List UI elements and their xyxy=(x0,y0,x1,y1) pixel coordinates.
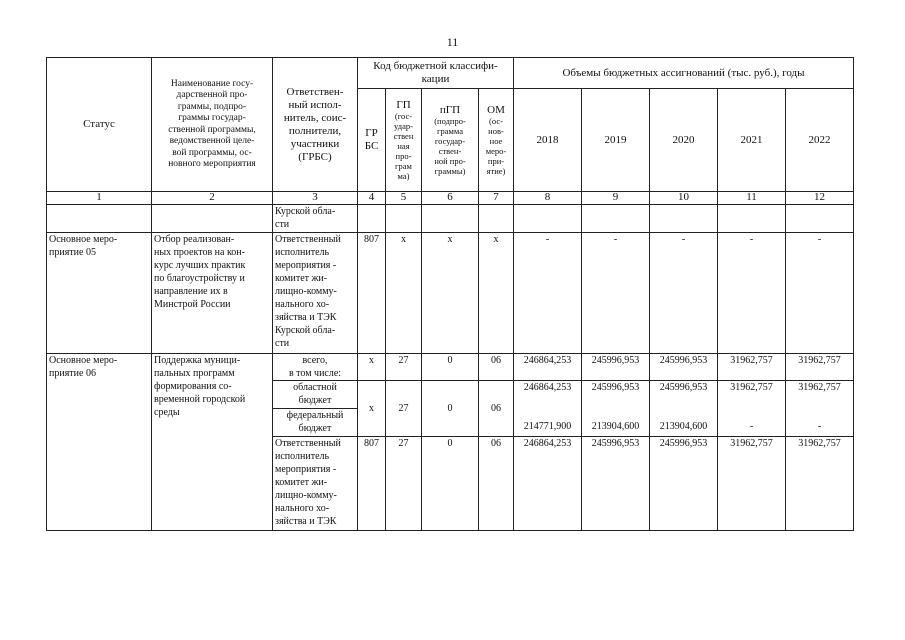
budget-table xyxy=(46,57,854,531)
value-2019: 213904,600 xyxy=(582,409,650,437)
responsible-cell: всего, в том числе: xyxy=(273,354,358,381)
header-budget-code: Код бюджетной классифи- кации xyxy=(358,58,514,89)
header-year-2022: 2022 xyxy=(786,89,854,192)
gp-cell: x xyxy=(386,233,422,354)
value-2020: 245996,953 xyxy=(650,354,718,381)
header-year-2018: 2018 xyxy=(514,89,582,192)
gp-cell: 27 xyxy=(386,381,422,437)
column-number: 6 xyxy=(422,192,479,205)
grbs-cell: 807 xyxy=(358,233,386,354)
header-pgp: пГП (подпро- грамма государ- ствен- ной про- граммы) xyxy=(422,89,479,192)
value-2018: 246864,253 xyxy=(514,354,582,381)
gp-cell: 27 xyxy=(386,437,422,531)
grbs-cell: 807 xyxy=(358,437,386,531)
column-number: 5 xyxy=(386,192,422,205)
program-name-cell: Отбор реализован- ных проектов на кон- курс лучших практик по благоустройству и направление их в Минстрой России xyxy=(152,233,273,354)
pgp-cell: 0 xyxy=(422,381,479,437)
responsible-cell: Курской обла- сти xyxy=(273,205,358,233)
value-2021: - xyxy=(718,233,786,354)
value-2020: 245996,953 xyxy=(650,381,718,409)
value-2022: - xyxy=(786,409,854,437)
header-year-2021: 2021 xyxy=(718,89,786,192)
om-cell: x xyxy=(479,233,514,354)
header-om: ОМ (ос- нов- ное меро- при- ятие) xyxy=(479,89,514,192)
table-row xyxy=(47,354,854,381)
value-2018: 246864,253 xyxy=(514,437,582,531)
header-year-2019: 2019 xyxy=(582,89,650,192)
column-number: 7 xyxy=(479,192,514,205)
header-grbs: ГР БС xyxy=(358,89,386,192)
value-2020: 213904,600 xyxy=(650,409,718,437)
header-status: Статус xyxy=(47,58,152,192)
value-2021: - xyxy=(718,409,786,437)
value-2019: 245996,953 xyxy=(582,437,650,531)
value-2021: 31962,757 xyxy=(718,354,786,381)
pgp-cell: 0 xyxy=(422,354,479,381)
value-2019: 245996,953 xyxy=(582,381,650,409)
table-row xyxy=(47,205,854,233)
header-responsible: Ответствен- ный испол- нитель, соис- полнители, участники (ГРБС) xyxy=(273,58,358,192)
value-2022: 31962,757 xyxy=(786,437,854,531)
column-number: 2 xyxy=(152,192,273,205)
value-2022: 31962,757 xyxy=(786,354,854,381)
responsible-cell: областной бюджет xyxy=(273,381,358,409)
gp-cell: 27 xyxy=(386,354,422,381)
header-year-2020: 2020 xyxy=(650,89,718,192)
header-program-name: Наименование госу- дарственной про- граммы, подпро- граммы государ- ственной программы, ведомственной целе- вой программы, ос- новного мероприятия xyxy=(152,58,273,192)
value-2018: - xyxy=(514,233,582,354)
column-number: 8 xyxy=(514,192,582,205)
value-2021: 31962,757 xyxy=(718,381,786,409)
grbs-cell: x xyxy=(358,354,386,381)
value-2019: - xyxy=(582,233,650,354)
column-number: 1 xyxy=(47,192,152,205)
responsible-cell: федеральный бюджет xyxy=(273,409,358,437)
value-2018: 214771,900 xyxy=(514,409,582,437)
header-gp: ГП (гос- удар- ствен ная про- грам ма) xyxy=(386,89,422,192)
column-number: 3 xyxy=(273,192,358,205)
column-number: 11 xyxy=(718,192,786,205)
status-cell: Основное меро- приятие 06 xyxy=(47,354,152,531)
pgp-cell: x xyxy=(422,233,479,354)
header-volumes: Объемы бюджетных ассигнований (тыс. руб.), годы xyxy=(514,58,854,89)
column-number-row xyxy=(47,192,854,205)
status-cell: Основное меро- приятие 05 xyxy=(47,233,152,354)
om-cell: 06 xyxy=(479,354,514,381)
column-number: 9 xyxy=(582,192,650,205)
responsible-cell: Ответственный исполнитель мероприятия - комитет жи- лищно-комму- нального хо- зяйства и ТЭК Курской обла- сти xyxy=(273,233,358,354)
column-number: 10 xyxy=(650,192,718,205)
value-2021: 31962,757 xyxy=(718,437,786,531)
table-row xyxy=(47,233,854,354)
value-2018: 246864,253 xyxy=(514,381,582,409)
value-2020: - xyxy=(650,233,718,354)
om-cell: 06 xyxy=(479,381,514,437)
column-number: 4 xyxy=(358,192,386,205)
column-number: 12 xyxy=(786,192,854,205)
program-name-cell: Поддержка муници- пальных программ формирования со- временной городской среды xyxy=(152,354,273,531)
value-2022: 31962,757 xyxy=(786,381,854,409)
om-cell: 06 xyxy=(479,437,514,531)
value-2022: - xyxy=(786,233,854,354)
page-number: 11 xyxy=(446,35,459,49)
value-2020: 245996,953 xyxy=(650,437,718,531)
grbs-cell: x xyxy=(358,381,386,437)
value-2019: 245996,953 xyxy=(582,354,650,381)
pgp-cell: 0 xyxy=(422,437,479,531)
responsible-cell: Ответственный исполнитель мероприятия - комитет жи- лищно-комму- нального хо- зяйства и ТЭК xyxy=(273,437,358,531)
